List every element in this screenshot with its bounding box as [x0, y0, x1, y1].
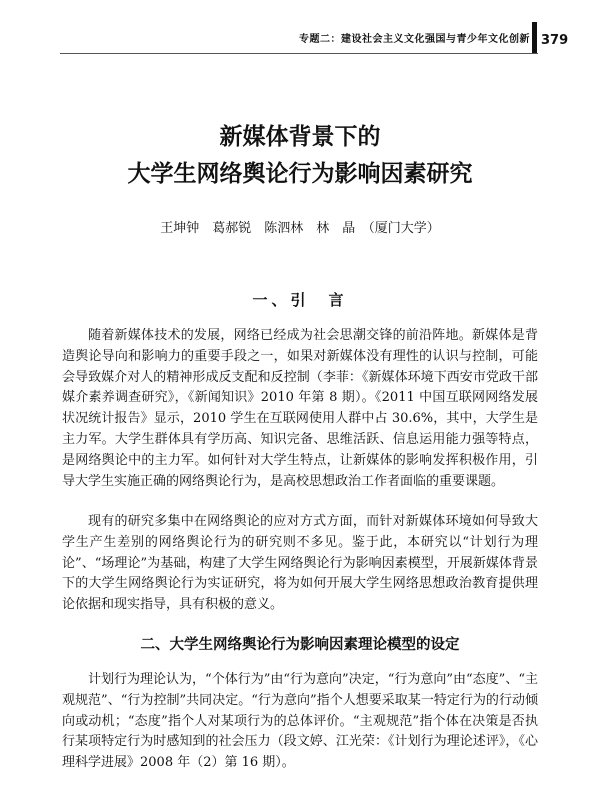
body-paragraph: 计划行为理论认为，“个体行为”由“行为意向”决定，“行为意向”由“态度”、“主观规范”、“行为控制”共同决定。“行为意向”指个人想要采取某一特定行为的行动倾向或动机；“态度”指个人对某项行为的总体评价。“主观规范”指个体在决策是否执行某项特定行为时感知到的社会压力（段文婷、江光荣：《计划行为理论述评》，《心理科学进展》2008 年（2）第 16 期）。 — [62, 672, 538, 771]
body-paragraph: 现有的研究多集中在网络舆论的应对方式方面，而针对新媒体环境如何导致大学生产生差别的网络舆论行为的研究则不多见。鉴于此，本研究以“计划行为理论”、“场理论”为基础，构建了大学生网络舆论行为影响因素模型，开展新媒体背景下的大学生网络舆论行为实证研究，将为如何开展大学生网络思想政治教育提供理论依据和现实指导，具有积极的意义。 — [62, 514, 538, 613]
page-number: 379 — [541, 33, 569, 48]
article-title-line2: 大学生网络舆论行为影响因素研究 — [127, 160, 473, 187]
body-paragraph: 随着新媒体技术的发展，网络已经成为社会思潮交锋的前沿阵地。新媒体是背造舆论导向和影响力的重要手段之一，如果对新媒体没有理性的认识与控制，可能会导致媒介对人的精神形成反支配和反控制（李菲：《新媒体环境下西安市党政干部媒介素养调查研究》，《新闻知识》2010 年第 8 期）。《2011 中国互联网网络发展状况统计报告》显示，2010 学生在互联网使用人群中占 30.6%，其中，大学生是主力军。大学生群体具有学历高、知识完备、思维活跃、信息运用能力强等特点，是网络舆论中的主力军。如何针对大学生特点，让新媒体的影响发挥积极作用，引导大学生实施正确的网络舆论行为，是高校思想政治工作者面临的重要课题。 — [62, 328, 538, 489]
author-line: 王坤钟 葛郝锐 陈泗林 林 晶 （厦门大学） — [160, 221, 440, 236]
header-marker-bar — [532, 22, 537, 54]
running-header — [260, 30, 530, 46]
running-title: 专题二：建设社会主义文化强国与青少年文化创新 — [299, 34, 530, 45]
header-rule — [60, 53, 538, 54]
section-heading-introduction: 一、引 言 — [252, 291, 348, 309]
section-heading-model: 二、大学生网络舆论行为影响因素理论模型的设定 — [140, 636, 460, 653]
article-title-line1: 新媒体背景下的 — [219, 123, 381, 150]
